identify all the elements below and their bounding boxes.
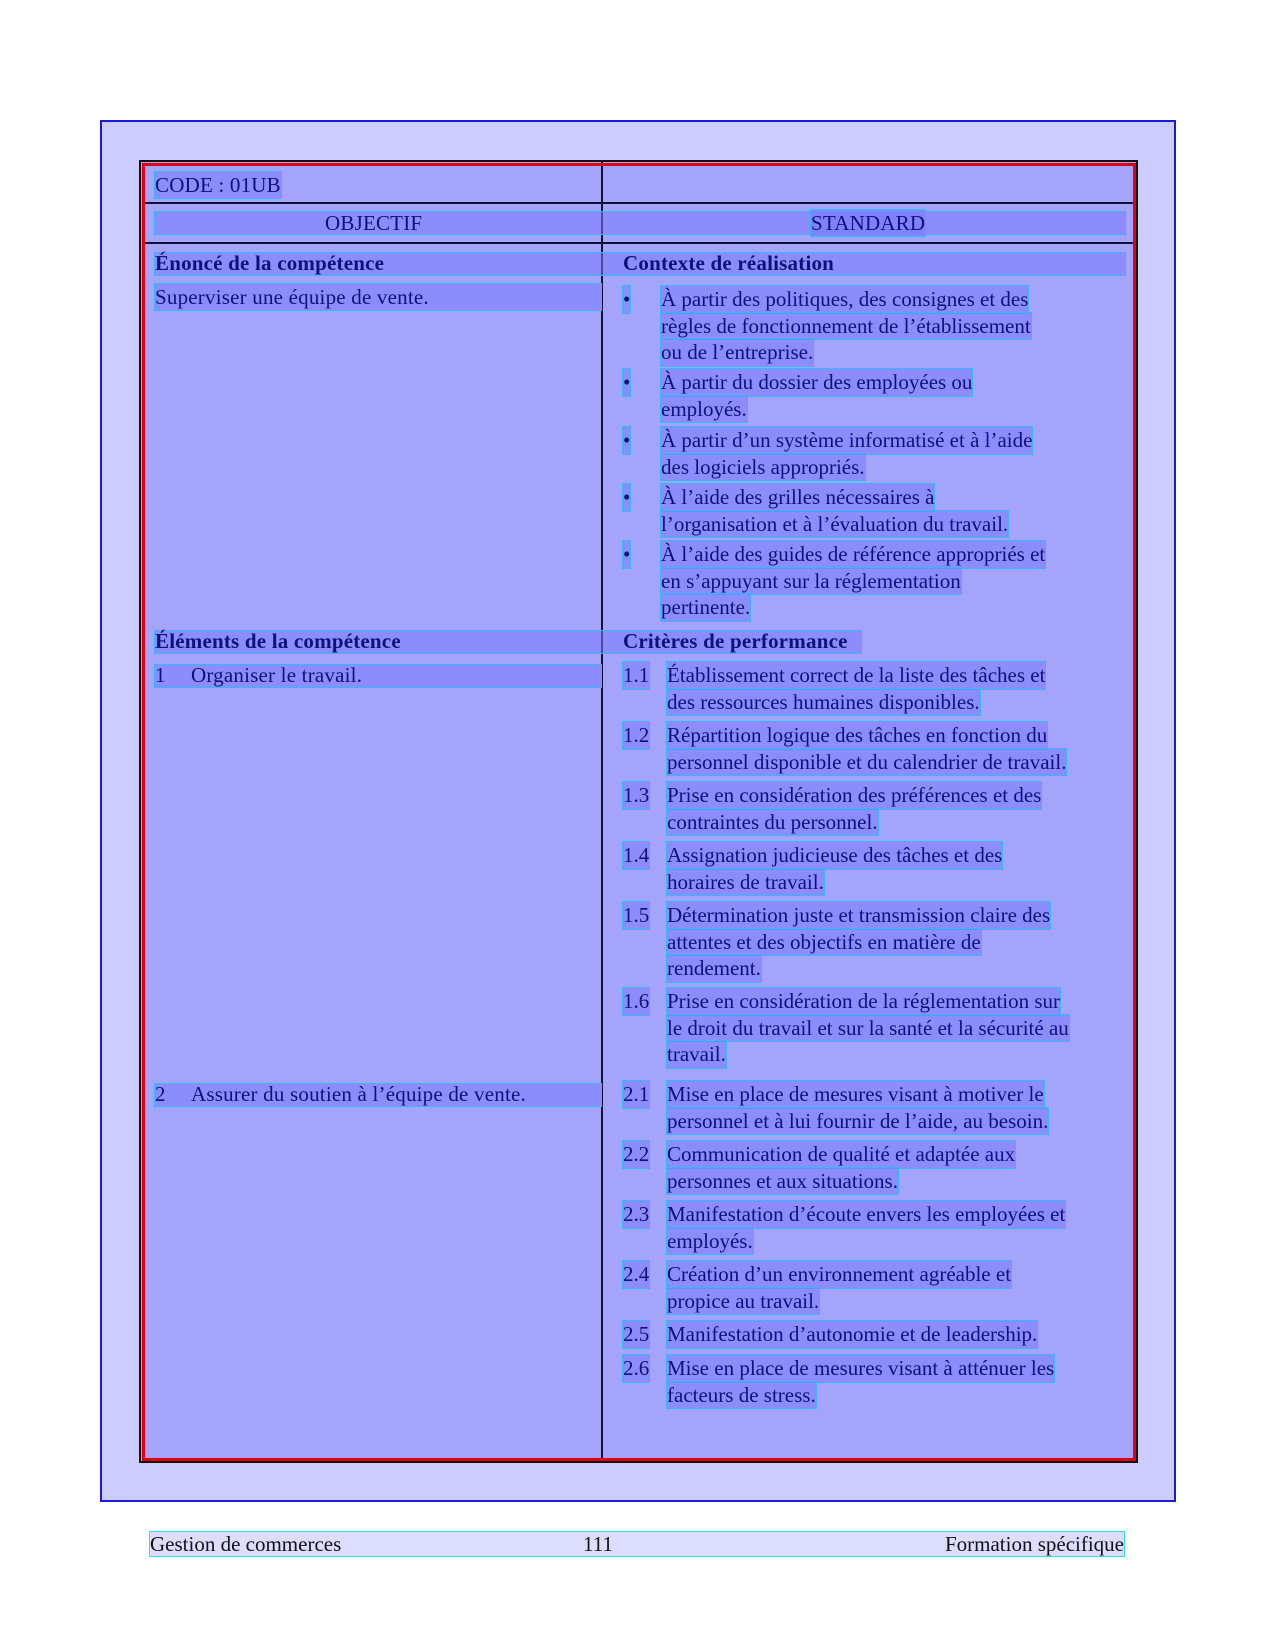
- contexte-item-line: À partir des politiques, des consignes et des: [661, 287, 1029, 311]
- contexte-item-line: des logiciels appropriés.: [661, 454, 865, 479]
- column-divider: [601, 160, 603, 1463]
- critere-line: personnel disponible et du calendrier de travail.: [667, 749, 1067, 774]
- critere-line: Prise en considération des préférences et des: [667, 783, 1042, 807]
- critere-number: 2.3: [623, 1202, 650, 1226]
- critere-item: [623, 1081, 1123, 1134]
- critere-line: Création d’un environnement agréable et: [667, 1262, 1012, 1286]
- critere-item: [623, 1355, 1123, 1408]
- critere-item: [623, 782, 1123, 835]
- contexte-item: [623, 286, 1123, 366]
- footer-program: Gestion de commerces: [150, 1532, 342, 1556]
- critere-line: Communication de qualité et adaptée aux: [667, 1142, 1016, 1166]
- element-2-text: Assurer du soutien à l’équipe de vente.: [191, 1082, 526, 1106]
- critere-line: travail.: [667, 1042, 726, 1066]
- critere-item: [623, 722, 1123, 775]
- footer-page-number: 111: [583, 1532, 613, 1556]
- contexte-title: Contexte de réalisation: [623, 251, 835, 275]
- contexte-item-line: ou de l’entreprise.: [661, 340, 814, 364]
- critere-line: attentes et des objectifs en matière de: [667, 929, 981, 954]
- objective-header: OBJECTIF: [325, 211, 423, 235]
- contexte-item-line: en s’appuyant sur la réglementation: [661, 568, 961, 593]
- critere-item: [623, 988, 1123, 1068]
- critere-line: personnel et à lui fournir de l’aide, au besoin.: [667, 1108, 1049, 1133]
- critere-line: facteurs de stress.: [667, 1382, 816, 1407]
- critere-item: [623, 1321, 1123, 1348]
- bullet-icon: •: [623, 287, 631, 311]
- contexte-item: [623, 369, 1123, 422]
- columns-header-divider: [142, 242, 1136, 244]
- critere-line: propice au travail.: [667, 1288, 820, 1313]
- page-footer: [150, 1532, 1124, 1556]
- critere-number: 2.1: [623, 1082, 650, 1106]
- critere-number: 1.1: [623, 663, 650, 687]
- critere-line: Manifestation d’écoute envers les employées et: [667, 1202, 1066, 1226]
- critere-item: [623, 1201, 1123, 1254]
- bullet-icon: •: [623, 370, 631, 394]
- header-row-divider: [142, 202, 1136, 204]
- enonce-text: Superviser une équipe de vente.: [155, 284, 601, 310]
- critere-line: le droit du travail et sur la santé et la sécurité au: [667, 1015, 1069, 1040]
- critere-number: 1.2: [623, 723, 650, 747]
- critere-line: horaires de travail.: [667, 869, 824, 894]
- element-1-number: 1: [155, 663, 166, 687]
- contexte-item: [623, 427, 1123, 480]
- critere-line: Manifestation d’autonomie et de leadership.: [667, 1322, 1038, 1346]
- contexte-item-line: À l’aide des grilles nécessaires à: [661, 485, 935, 509]
- critere-line: Établissement correct de la liste des tâches et: [667, 663, 1046, 687]
- footer-section: Formation spécifique: [944, 1532, 1124, 1556]
- critere-item: [623, 1261, 1123, 1314]
- contexte-item-line: À l’aide des guides de référence appropriés et: [661, 542, 1046, 566]
- critere-line: employés.: [667, 1228, 753, 1253]
- critere-item: [623, 842, 1123, 895]
- critere-number: 1.4: [623, 843, 650, 867]
- critere-number: 2.5: [623, 1322, 650, 1346]
- critere-line: rendement.: [667, 956, 761, 980]
- critere-line: personnes et aux situations.: [667, 1168, 898, 1193]
- bullet-icon: •: [623, 542, 631, 566]
- header-row-highlight: [155, 212, 1125, 234]
- contexte-item-line: règles de fonctionnement de l’établissement: [661, 313, 1031, 338]
- bullet-icon: •: [623, 485, 631, 509]
- elements-title: Éléments de la compétence: [155, 629, 401, 653]
- element-1-text: Organiser le travail.: [191, 663, 363, 687]
- contexte-item-line: pertinente.: [661, 595, 751, 619]
- critere-line: contraintes du personnel.: [667, 809, 878, 834]
- code-label: CODE : 01UB: [155, 173, 281, 197]
- critere-line: Mise en place de mesures visant à motiver le: [667, 1082, 1044, 1106]
- contexte-item: [623, 541, 1123, 621]
- bullet-icon: •: [623, 428, 631, 452]
- enonce-title: Énoncé de la compétence: [155, 251, 385, 275]
- critere-item: [623, 902, 1123, 982]
- contexte-item-line: À partir du dossier des employées ou: [661, 370, 973, 394]
- contexte-item-line: À partir d’un système informatisé et à l’aide: [661, 428, 1033, 452]
- critere-number: 1.3: [623, 783, 650, 807]
- critere-item: [623, 1141, 1123, 1194]
- contexte-item-line: l’organisation et à l’évaluation du travail.: [661, 511, 1009, 536]
- critere-item: [623, 662, 1123, 715]
- critere-line: Assignation judicieuse des tâches et des: [667, 843, 1003, 867]
- critere-number: 1.5: [623, 903, 650, 927]
- critere-number: 2.6: [623, 1356, 650, 1380]
- critere-number: 1.6: [623, 989, 650, 1013]
- criteres-title: Critères de performance: [623, 629, 848, 653]
- contexte-item-line: employés.: [661, 396, 747, 421]
- standard-header: STANDARD: [811, 211, 926, 235]
- critere-line: Prise en considération de la réglementation sur: [667, 989, 1061, 1013]
- contexte-item: [623, 484, 1123, 537]
- critere-number: 2.2: [623, 1142, 650, 1166]
- critere-number: 2.4: [623, 1262, 650, 1286]
- critere-line: Mise en place de mesures visant à atténuer les: [667, 1356, 1055, 1380]
- critere-line: des ressources humaines disponibles.: [667, 689, 980, 714]
- critere-line: Répartition logique des tâches en fonction du: [667, 723, 1048, 747]
- element-2-number: 2: [155, 1082, 166, 1106]
- critere-line: Détermination juste et transmission claire des: [667, 903, 1051, 927]
